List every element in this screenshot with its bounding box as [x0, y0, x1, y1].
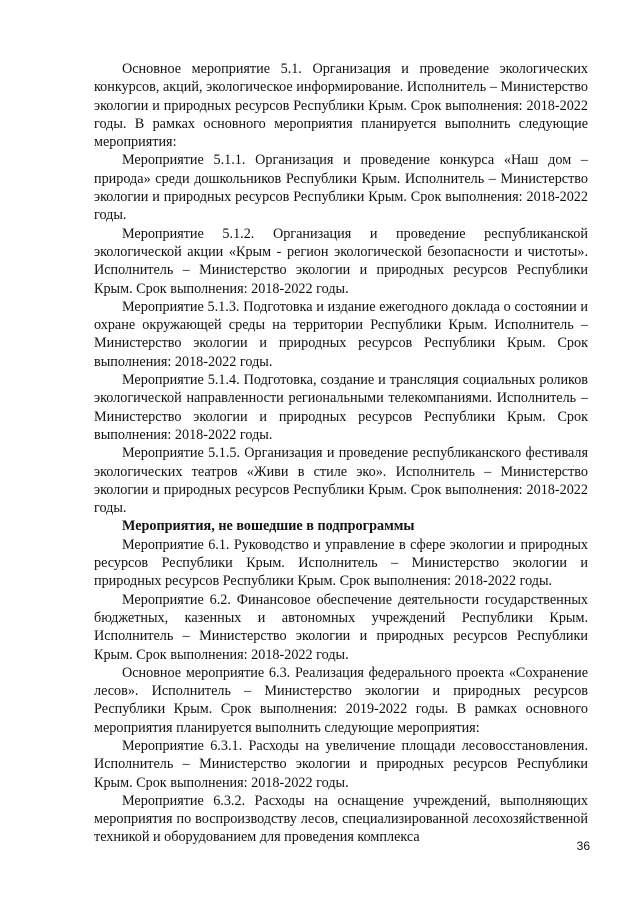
paragraph-5-1: Основное мероприятие 5.1. Организация и проведение экологических конкурсов, акций, экологическое информирование. Исполнитель – Министерство экологии и природных ресурсов Республики Крым. Срок выполнения: 2018-2022 годы. В рамках основного мероприятия планируется выполнить следующие мероприятия:: [94, 61, 588, 151]
paragraph-5-1-4: Мероприятие 5.1.4. Подготовка, создание и трансляция социальных роликов экологической направленности региональными телекомпаниями. Исполнитель – Министерство экологии и природных ресурсов Республики Крым. Срок выполнения: 2018-2022 годы.: [94, 372, 588, 443]
paragraph-5-1-1: Мероприятие 5.1.1. Организация и проведение конкурса «Наш дом – природа» среди дошкольников Республики Крым. Исполнитель – Министерство экологии и природных ресурсов Республики Крым. Срок выполнения: 2018-2022 годы.: [94, 152, 588, 224]
paragraph-6-3-1: Мероприятие 6.3.1. Расходы на увеличение площади лесовосстановления. Исполнитель – Министерство экологии и природных ресурсов Республики Крым. Срок выполнения: 2018-2022 годы.: [94, 737, 588, 791]
paragraph-6-3: Основное мероприятие 6.3. Реализация федерального проекта «Сохранение лесов». Исполнитель – Министерство экологии и природных ресурсов Республики Крым. Срок выполнения: 2019-2022 годы. В рамках основного мероприятия планируется выполнить следующие мероприятия:: [94, 664, 588, 736]
paragraph-6-2: Мероприятие 6.2. Финансовое обеспечение деятельности государственных бюджетных, казенных и автономных учреждений Республики Крым. Исполнитель – Министерство экологии и природных ресурсов Республики Крым. Срок выполнения: 2018-2022 годы.: [94, 591, 588, 663]
page-number: 36: [576, 839, 590, 853]
document-body: [94, 60, 588, 847]
paragraph-5-1-2: Мероприятие 5.1.2. Организация и проведение республиканской экологической акции «Крым - регион экологической безопасности и чистоты». Исполнитель – Министерство экологии и природных ресурсов Республики Крым. Срок выполнения: 2018-2022 годы.: [94, 225, 588, 297]
paragraph-6-1: Мероприятие 6.1. Руководство и управление в сфере экологии и природных ресурсов Республики Крым. Исполнитель – Министерство экологии и природных ресурсов Республики Крым. Срок выполнения: 2018-2022 годы.: [94, 536, 588, 590]
paragraph-5-1-5: Мероприятие 5.1.5. Организация и проведение республиканского фестиваля экологических театров «Живи в стиле эко». Исполнитель – Министерство экологии и природных ресурсов Республики Крым. Срок выполнения: 2018-2022 годы.: [94, 445, 588, 517]
paragraph-6-3-2: Мероприятие 6.3.2. Расходы на оснащение учреждений, выполняющих мероприятия по воспроизводству лесов, специализированной лесохозяйственной техникой и оборудованием для проведения комплекса: [94, 792, 588, 846]
paragraph-5-1-3: Мероприятие 5.1.3. Подготовка и издание ежегодного доклада о состоянии и охране окружающей среды на территории Республики Крым. Исполнитель – Министерство экологии и природных ресурсов Республики Крым. Срок выполнения: 2018-2022 годы.: [94, 298, 588, 370]
section-heading: Мероприятия, не вошедшие в подпрограммы: [122, 518, 415, 535]
